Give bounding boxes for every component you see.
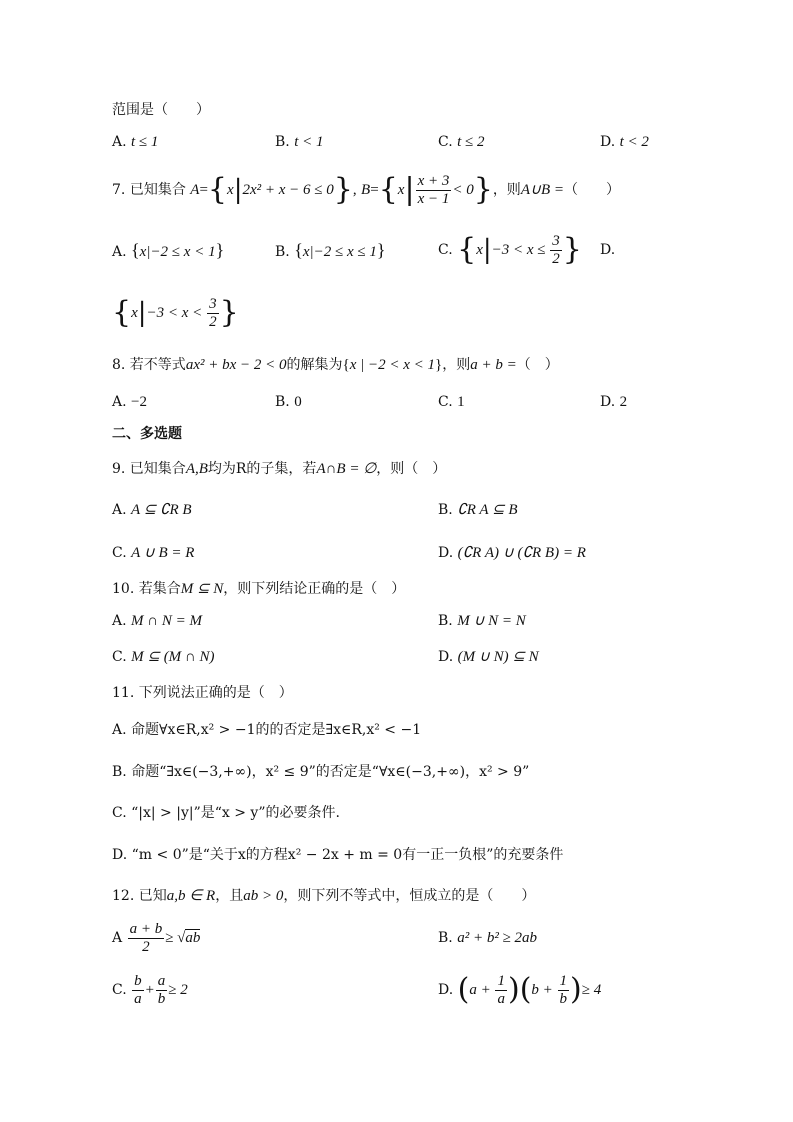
q12-option-c: C. $\frac{b}{a}$ + $\frac{a}{b}$ ≥ 2 [112, 972, 188, 1007]
q12-stem: 12. 已知a,b ∈ R，且ab > 0，则下列不等式中，恒成立的是（ ） [112, 888, 536, 904]
q6-option-b: B. t < 1 [275, 134, 324, 150]
q7-option-c: C. {x|−3 < x ≤ $\frac{3}{2}$ } [438, 232, 582, 267]
q6-option-c: C. t ≤ 2 [438, 134, 485, 150]
q12-option-b: B. a² + b² ≥ 2ab [438, 930, 538, 946]
q8-stem: 8. 若不等式ax² + bx − 2 < 0的解集为{x | −2 < x < 1}，则a + b =（ ） [112, 357, 559, 373]
q12-option-d: D. (a + $\frac{1}{a}$ )(b + $\frac{1}{b}$ )≥ 4 [438, 972, 602, 1007]
section-heading: 二、多选题 [112, 426, 182, 442]
q7-option-d-math: {x|−3 < x < $\frac{3}{2}$ } [112, 295, 239, 330]
q7-stem: 7. 已知集合 A={x|2x² + x − 6 ≤ 0}, B={x| $\frac{x + 3}{x - 1}$ < 0}，则A∪B =（ ） [112, 172, 620, 207]
q12-option-a: A $\frac{a + b}{2}$ ≥ √ab [112, 920, 201, 955]
q10-stem: 10. 若集合M ⊆ N，则下列结论正确的是（ ） [112, 581, 406, 597]
q10-option-d: D. (M ∪ N) ⊆ N [438, 649, 539, 665]
q7-option-d: D. [600, 242, 616, 258]
q11-option-a: A. 命题∀x∈R,x² > −1的的否定是∃x∈R,x² < −1 [112, 722, 422, 738]
q6-tail: 范围是（ ） [112, 102, 210, 118]
q9-option-d: D. (∁R A) ∪ (∁R B) = R [438, 545, 586, 561]
q7-option-b: B. {x|−2 ≤ x ≤ 1} [275, 240, 386, 260]
q11-stem: 11. 下列说法正确的是（ ） [112, 685, 293, 701]
q11-option-c: C. “|x| > |y|”是“x > y”的必要条件. [112, 805, 340, 821]
q10-option-c: C. M ⊆ (M ∩ N) [112, 649, 215, 665]
q6-option-a: A. t ≤ 1 [112, 134, 159, 150]
q10-option-b: B. M ∪ N = N [438, 613, 526, 629]
q11-option-d: D. “m < 0”是“关于x的方程x² − 2x + m = 0有一正一负根”的充要条件 [112, 847, 564, 863]
q9-stem: 9. 已知集合A,B均为R的子集，若A∩B = ∅，则（ ） [112, 461, 447, 477]
q9-option-a: A. A ⊆ ∁R B [112, 502, 192, 518]
q11-option-b: B. 命题“∃x∈(−3,+∞)，x² ≤ 9”的否定是“∀x∈(−3,+∞)，x² > 9” [112, 764, 530, 780]
q8-option-d: D. 2 [600, 394, 628, 410]
q6-option-d: D. t < 2 [600, 134, 649, 150]
q10-option-a: A. M ∩ N = M [112, 613, 202, 629]
q8-option-b: B. 0 [275, 394, 302, 410]
q8-option-c: C. 1 [438, 394, 465, 410]
q9-option-c: C. A ∪ B = R [112, 545, 195, 561]
q8-option-a: A. −2 [112, 394, 147, 410]
q7-option-a: A. {x|−2 ≤ x < 1} [112, 240, 225, 260]
q9-option-b: B. ∁R A ⊆ B [438, 502, 518, 518]
